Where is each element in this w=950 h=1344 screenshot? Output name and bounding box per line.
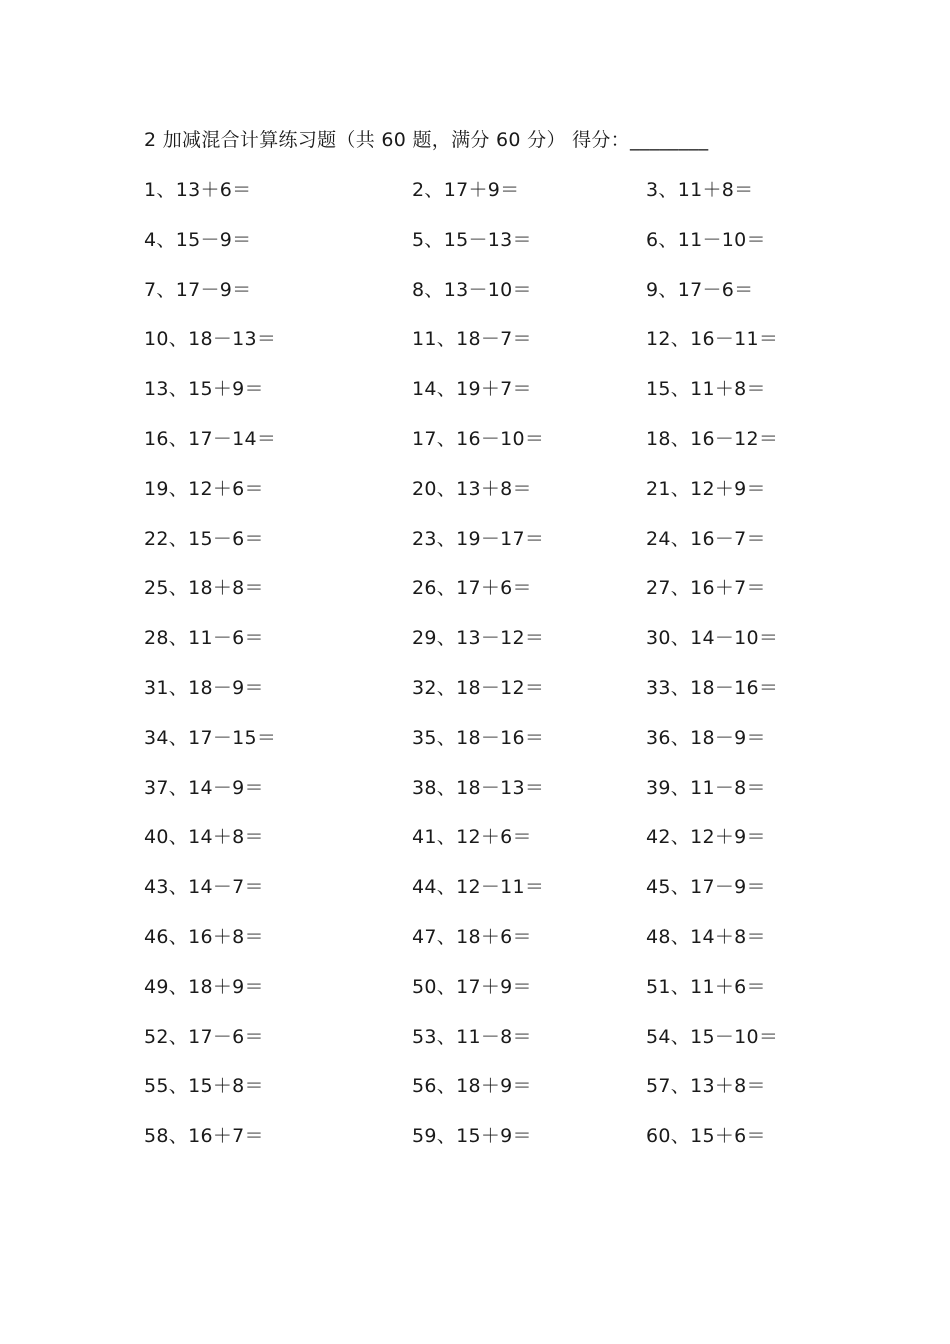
problem-item: 54、15－10＝ xyxy=(646,1025,779,1048)
problem-item: 42、12＋9＝ xyxy=(646,826,766,849)
problem-item: 59、15＋9＝ xyxy=(412,1125,532,1148)
problem-row xyxy=(144,722,844,772)
problem-row xyxy=(144,1120,844,1170)
problem-row xyxy=(144,821,844,871)
problem-row xyxy=(144,523,844,573)
problem-item: 39、11－8＝ xyxy=(646,776,766,799)
problem-row xyxy=(144,373,844,423)
problem-row xyxy=(144,423,844,473)
problem-item: 49、18＋9＝ xyxy=(144,975,264,998)
problem-item: 25、18＋8＝ xyxy=(144,577,264,600)
problem-item: 13、15＋9＝ xyxy=(144,378,264,401)
score-blank: ________ xyxy=(629,129,709,151)
problem-row xyxy=(144,772,844,822)
problem-row xyxy=(144,622,844,672)
problem-item: 58、16＋7＝ xyxy=(144,1125,264,1148)
problem-item: 4、15－9＝ xyxy=(144,228,252,251)
problem-item: 8、13－10＝ xyxy=(412,278,532,301)
problem-item: 23、19－17＝ xyxy=(412,527,545,550)
problem-item: 29、13－12＝ xyxy=(412,627,545,650)
problem-row xyxy=(144,921,844,971)
problem-item: 9、17－6＝ xyxy=(646,278,754,301)
problem-item: 40、14＋8＝ xyxy=(144,826,264,849)
problem-item: 24、16－7＝ xyxy=(646,527,766,550)
problem-item: 28、11－6＝ xyxy=(144,627,264,650)
problem-item: 44、12－11＝ xyxy=(412,876,545,899)
problem-item: 22、15－6＝ xyxy=(144,527,264,550)
problem-row xyxy=(144,1070,844,1120)
problem-item: 55、15＋8＝ xyxy=(144,1075,264,1098)
problem-item: 21、12＋9＝ xyxy=(646,477,766,500)
problem-item: 34、17－15＝ xyxy=(144,726,277,749)
problem-item: 53、11－8＝ xyxy=(412,1025,532,1048)
problem-item: 41、12＋6＝ xyxy=(412,826,532,849)
worksheet-title xyxy=(144,124,708,156)
title-text: 2 加减混合计算练习题（共 60 题，满分 60 分） 得分： xyxy=(144,129,630,151)
problem-row xyxy=(144,672,844,722)
problem-row xyxy=(144,473,844,523)
problem-item: 43、14－7＝ xyxy=(144,876,264,899)
problem-row xyxy=(144,174,844,224)
problem-item: 35、18－16＝ xyxy=(412,726,545,749)
problem-item: 31、18－9＝ xyxy=(144,676,264,699)
problem-item: 32、18－12＝ xyxy=(412,676,545,699)
problem-row xyxy=(144,572,844,622)
problem-item: 47、18＋6＝ xyxy=(412,925,532,948)
problem-item: 14、19＋7＝ xyxy=(412,378,532,401)
problem-row xyxy=(144,1021,844,1071)
problem-item: 7、17－9＝ xyxy=(144,278,252,301)
problem-item: 1、13＋6＝ xyxy=(144,179,252,201)
problem-item: 33、18－16＝ xyxy=(646,676,779,699)
problem-item: 17、16－10＝ xyxy=(412,427,545,450)
problem-item: 18、16－12＝ xyxy=(646,427,779,450)
problem-item: 56、18＋9＝ xyxy=(412,1075,532,1098)
problem-item: 30、14－10＝ xyxy=(646,627,779,650)
problem-item: 10、18－13＝ xyxy=(144,328,277,351)
problem-item: 60、15＋6＝ xyxy=(646,1125,766,1148)
problem-item: 48、14＋8＝ xyxy=(646,925,766,948)
problem-row xyxy=(144,971,844,1021)
problem-item: 26、17＋6＝ xyxy=(412,577,532,600)
problem-item: 57、13＋8＝ xyxy=(646,1075,766,1098)
problem-row xyxy=(144,274,844,324)
problem-item: 3、11＋8＝ xyxy=(646,179,754,201)
problem-item: 20、13＋8＝ xyxy=(412,477,532,500)
problem-item: 38、18－13＝ xyxy=(412,776,545,799)
problem-row xyxy=(144,871,844,921)
problem-item: 37、14－9＝ xyxy=(144,776,264,799)
problem-item: 50、17＋9＝ xyxy=(412,975,532,998)
problem-item: 15、11＋8＝ xyxy=(646,378,766,401)
problem-item: 2、17＋9＝ xyxy=(412,179,520,201)
problem-item: 51、11＋6＝ xyxy=(646,975,766,998)
problem-row xyxy=(144,323,844,373)
problem-item: 27、16＋7＝ xyxy=(646,577,766,600)
problem-item: 36、18－9＝ xyxy=(646,726,766,749)
problem-item: 45、17－9＝ xyxy=(646,876,766,899)
problem-item: 16、17－14＝ xyxy=(144,427,277,450)
problem-item: 11、18－7＝ xyxy=(412,328,532,351)
problem-item: 5、15－13＝ xyxy=(412,228,532,251)
problem-row xyxy=(144,224,844,274)
problem-item: 52、17－6＝ xyxy=(144,1025,264,1048)
problem-item: 6、11－10＝ xyxy=(646,228,766,251)
problem-grid xyxy=(144,174,844,1170)
problem-item: 46、16＋8＝ xyxy=(144,925,264,948)
problem-item: 19、12＋6＝ xyxy=(144,477,264,500)
problem-item: 12、16－11＝ xyxy=(646,328,779,351)
